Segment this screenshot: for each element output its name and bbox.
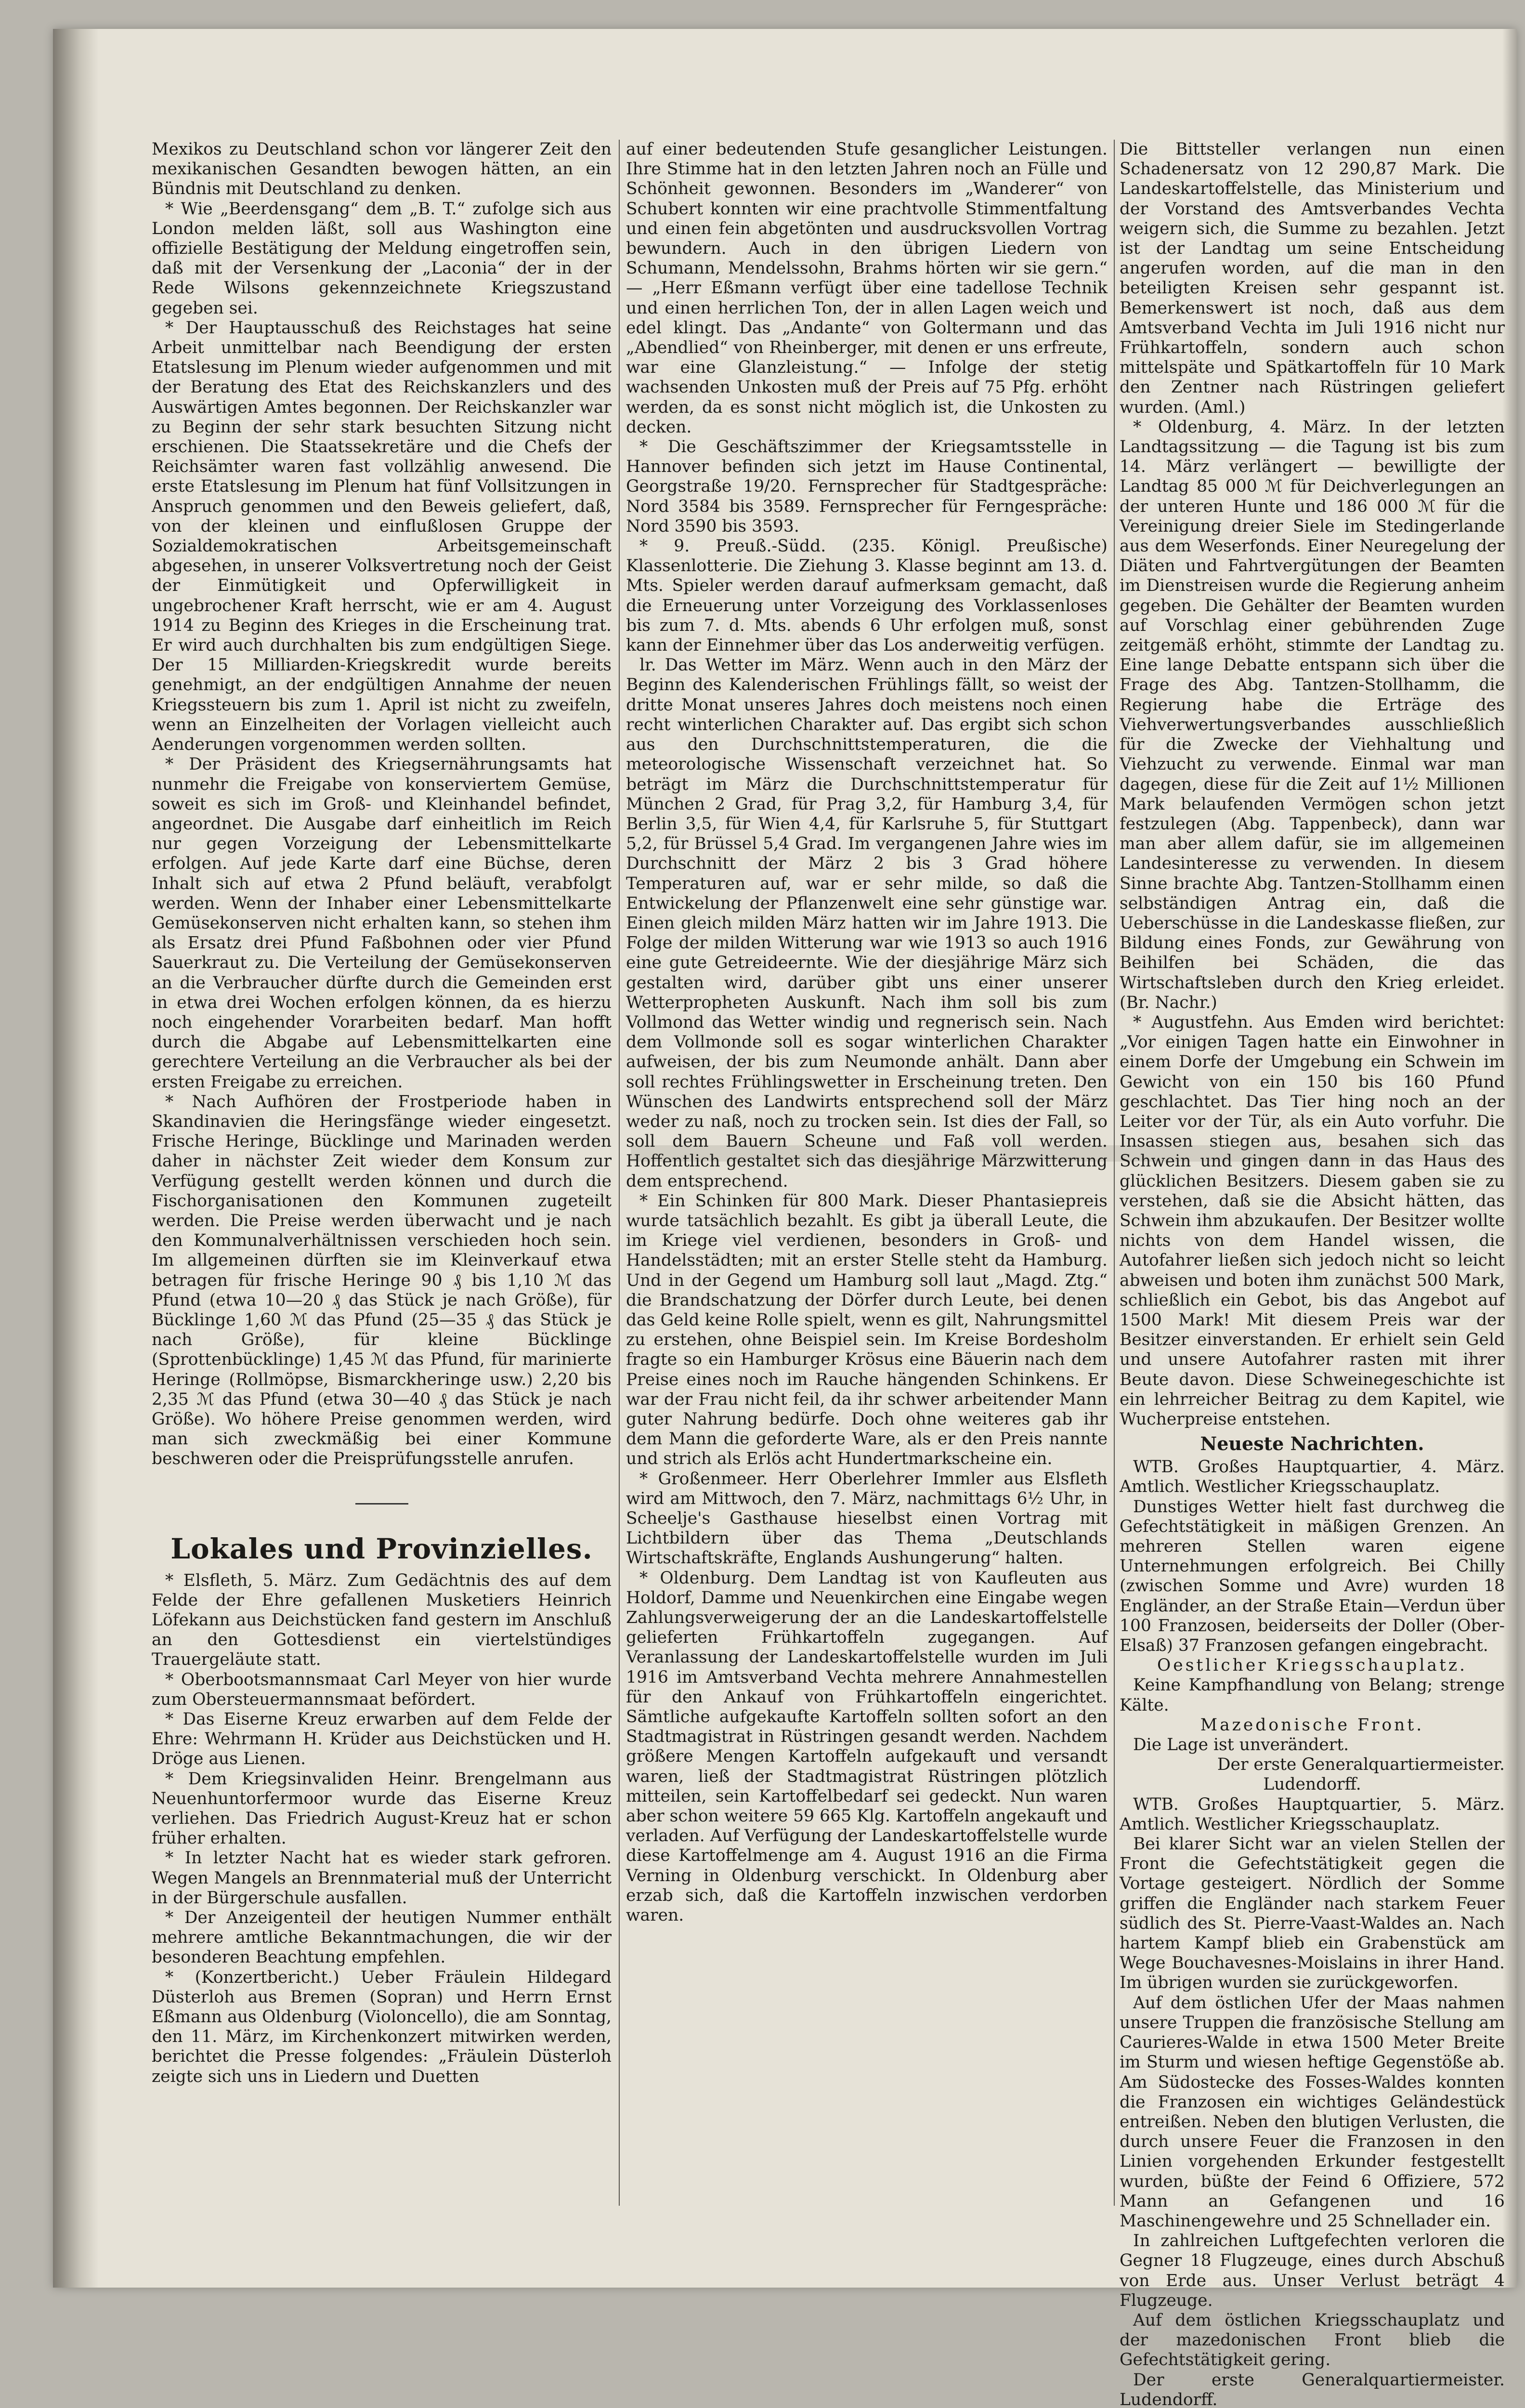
- local-news-item: * Dem Kriegsinvaliden Heinr. Brengelmann aus Neuenhuntorfermoor wurde das Eiserne Kreuz verliehen. Das Friedrich August-Kreuz hat er schon früher erhalten.: [152, 1769, 612, 1848]
- section-title: Lokales und Provinzielles.: [170, 1532, 593, 1565]
- local-news-item: * (Konzertbericht.) Ueber Fräulein Hildegard Düsterloh aus Bremen (Sopran) und Herrn Ernst Eßmann aus Oldenburg (Violoncello), die am Sonntag, den 11. März, im Kirchenkonzert mitwirken werden, berichtet die Presse folgendes: „Fräulein Düsterloh zeigte sich uns in Liedern und Duetten: [152, 1967, 612, 2086]
- article-paragraph: * Wie „Beerdensgang“ dem „B. T.“ zufolge sich aus London melden läßt, soll aus Washington eine offizielle Bestätigung der Meldung eingetroffen sein, daß mit der Versenkung der „Laconia“ der in der Rede Wilsons gekennzeichnete Kriegszustand gegeben sei.: [152, 199, 612, 318]
- section-divider: [355, 1503, 408, 1505]
- dispatch-body: Keine Kampfhandlung von Belang; strenge Kälte.: [1120, 1675, 1505, 1715]
- dispatch-body: Dunstiges Wetter hielt fast durchweg die Gefechtstätigkeit in mäßigen Grenzen. An mehreren Stellen waren eigene Unternehmungen erfolgreich. Bei Chilly (zwischen Somme und Avre) wurden 18 Engländer, an der Straße Etain—Verdun über 100 Franzosen, beiderseits der Doller (Ober-Elsaß) 37 Franzosen gefangen eingebracht.: [1120, 1497, 1505, 1656]
- dispatch-body: Auf dem östlichen Kriegsschauplatz und der mazedonischen Front blieb die Gefechtstätigkeit gering.: [1120, 2310, 1505, 2370]
- article-paragraph: * Großenmeer. Herr Oberlehrer Immler aus Elsfleth wird am Mittwoch, den 7. März, nachmittags 6½ Uhr, in Scheelje's Gasthause hieselbst einen Vortrag mit Lichtbildern über das Thema „Deutschlands Wirtschaftskräfte, Englands Aushungerung“ halten.: [626, 1469, 1108, 1568]
- article-paragraph: * Augustfehn. Aus Emden wird berichtet: „Vor einigen Tagen hatte ein Einwohner in einem Dorfe der Umgebung ein Schwein im Gewicht von ein 150 bis 160 Pfund geschlachtet. Das Tier hing noch an der Leiter vor der Tür, als ein Auto vorfuhr. Die Insassen stiegen aus, besahen sich das Schwein und gingen dann in das Haus des glücklichen Besitzers. Diesem gaben sie zu verstehen, daß sie die Absicht hätten, das Schwein ihm abzukaufen. Der Besitzer wollte nichts von dem Handel wissen, die Autofahrer ließen sich jedoch nicht so leicht abweisen und boten ihm zunächst 500 Mark, schließlich ein Gebot, bis das Angebot auf 1500 Mark! Mit diesem Preis war der Besitzer einverstanden. Er erhielt sein Geld und unsere Autofahrer rasten mit ihrer Beute davon. Diese Schweinegeschichte ist ein lehrreicher Beitrag zu dem Kapitel, wie Wucherpreise entstehen.: [1120, 1012, 1505, 1429]
- article-paragraph: auf einer bedeutenden Stufe gesanglicher Leistungen. Ihre Stimme hat in den letzten Jahren noch an Fülle und Schönheit gewonnen. Besonders im „Wanderer“ von Schubert konnten wir eine prachtvolle Stimmentfaltung und einen fein abgetönten und ausdrucksvollen Vortrag bewundern. Auch in den übrigen Liedern von Schumann, Mendelssohn, Brahms hörten wir sie gern.“ — „Herr Eßmann verfügt über eine tadellose Technik und einen herrlichen Ton, der in allen Lagen weich und edel klingt. Das „Andante“ von Goltermann und das „Abendlied“ von Rheinberger, mit denen er uns erfreute, war eine Glanzleistung.“ — Infolge der stetig wachsenden Unkosten muß der Preis auf 75 Pfg. erhöht werden, da es sonst nicht möglich ist, die Unkosten zu decken.: [626, 140, 1108, 437]
- article-paragraph: * Nach Aufhören der Frostperiode haben in Skandinavien die Heringsfänge wieder eingesetzt. Frische Heringe, Bücklinge und Marinaden werden daher in nächster Zeit wieder dem Konsum zur Verfügung gestellt werden können und durch die Fischorganisationen den Kommunen zugeteilt werden. Die Preise werden überwacht und je nach den Kommunalverhältnissen verschieden hoch sein. Im allgemeinen dürften sie im Kleinverkauf etwa betragen für frische Heringe 90 ₰ bis 1,10 ℳ das Pfund (etwa 10—20 ₰ das Stück je nach Größe), für Bücklinge 1,60 ℳ das Pfund (25—35 ₰ das Stück je nach Größe), für kleine Bücklinge (Sprottenbücklinge) 1,45 ℳ das Pfund, für marinierte Heringe (Rollmöpse, Bismarckheringe usw.) 2,20 bis 2,35 ℳ das Pfund (etwa 30—40 ₰ das Stück je nach Größe). Wo höhere Preise genommen werden, wird man sich zweckmäßig bei einer Kommune beschweren oder die Preisprüfungsstelle anrufen.: [152, 1092, 612, 1469]
- front-header: Oestlicher Kriegsschauplatz.: [1157, 1656, 1467, 1675]
- local-news-item: * Der Anzeigenteil der heutigen Nummer enthält mehrere amtliche Bekanntmachungen, die wir der besonderen Beachtung empfehlen.: [152, 1908, 612, 1967]
- local-news-item: * Oberbootsmannsmaat Carl Meyer von hier wurde zum Obersteuermannsmaat befördert.: [152, 1670, 612, 1709]
- article-paragraph: lr. Das Wetter im März. Wenn auch in den März der Beginn des Kalenderischen Frühlings fällt, so weist der dritte Monat unseres Jahres doch meistens noch einen recht winterlichen Charakter auf. Das ergibt sich schon aus den Durchschnittstemperaturen, die die meteorologische Wissenschaft verzeichnet hat. So beträgt im März die Durchschnittstemperatur für München 2 Grad, für Prag 3,2, für Hamburg 3,4, für Berlin 3,5, für Wien 4,4, für Karlsruhe 5, für Stuttgart 5,2, für Brüssel 5,4 Grad. Im vergangenen Jahre wies im Durchschnitt der März 2 bis 3 Grad höhere Temperaturen auf, war er sehr milde, so daß die Entwickelung der Pflanzenwelt eine sehr günstige war. Einen gleich milden März hatten wir im Jahre 1913. Die Folge der milden Witterung war wie 1913 so auch 1916 eine gute Getreideernte. Wie der diesjährige März sich gestalten wird, darüber gibt uns einer unserer Wetterpropheten Auskunft. Nach ihm soll bis zum Vollmond das Wetter windig und regnerisch sein. Nach dem Vollmonde soll es sogar winterlichen Charakter aufweisen, der bis zum Neumonde anhält. Dann aber soll rechtes Frühlingswetter in Erscheinung treten. Den Wünschen des Landwirts entsprechend soll der März weder zu naß, noch zu trocken sein. Ist dies der Fall, so soll dem Bauern Scheune und Faß voll werden. Hoffentlich gestaltet sich das diesjährige Märzwitterung dem entsprechend.: [626, 655, 1108, 1191]
- signature: Der erste Generalquartiermeister. Ludendorff.: [1120, 2370, 1505, 2408]
- column-rule: [619, 140, 620, 2206]
- article-paragraph: * Der Präsident des Kriegsernährungsamts hat nunmehr die Freigabe von konserviertem Gemüse, soweit es sich im Groß- und Kleinhandel befindet, angeordnet. Die Ausgabe darf einheitlich im Reich nur gegen Vorzeigung der Lebensmittelkarte erfolgen. Auf jede Karte darf eine Büchse, deren Inhalt sich auf etwa 2 Pfund beläuft, verabfolgt werden. Wenn der Inhaber einer Lebensmittelkarte Gemüsekonserven nicht erhalten kann, so stehen ihm als Ersatz drei Pfund Faßbohnen oder vier Pfund Sauerkraut zu. Die Verteilung der Gemüsekonserven an die Verbraucher dürfte durch die Gemeinden erst in etwa drei Wochen erfolgen können, da es hierzu noch eingehender Vorarbeiten bedarf. Man hofft durch die Abgabe auf Lebensmittelkarten eine gerechtere Verteilung an die Verbraucher als bei der ersten Freigabe zu erreichen.: [152, 755, 612, 1092]
- article-paragraph: * Oldenburg, 4. März. In der letzten Landtagssitzung — die Tagung ist bis zum 14. März verlängert — bewilligte der Landtag 85 000 ℳ für Deichverlegungen an der unteren Hunte und 186 000 ℳ für die Vereinigung dreier Siele im Stedingerlande aus dem Weserfonds. Einer Neuregelung der Diäten und Fahrtvergütungen der Beamten im Dienstreisen wurde die Regierung anheim gegeben. Die Gehälter der Beamten wurden auf Vorschlag einer gebührenden Zuge zeitgemäß erhöht, stimmte der Landtag zu. Eine lange Debatte entspann sich über die Frage des Abg. Tantzen-Stollhamm, die Regierung habe die Erträge des Viehverwertungsverbandes ausschließlich für die Zwecke der Viehhaltung und Viehzucht zu verwende. Einmal war man dagegen, diese für die Zeit auf 1½ Millionen Mark belaufenden Vermögen schon jetzt festzulegen (Abg. Tappenbeck), dann war man aber allem dafür, sie im allgemeinen Landesinteresse zu verwenden. In diesem Sinne brachte Abg. Tantzen-Stollhamm einen selbständigen Antrag ein, daß die Ueberschüsse in die Landeskasse fließen, zur Bildung eines Fonds, zur Gewährung von Beihilfen bei Schäden, die das Wirtschaftsleben durch den Krieg erleidet. (Br. Nachr.): [1120, 417, 1505, 1012]
- column-3: [1120, 140, 1505, 2408]
- article-paragraph: * 9. Preuß.-Südd. (235. Königl. Preußische) Klassenlotterie. Die Ziehung 3. Klasse beginnt am 13. d. Mts. Spieler werden darauf aufmerksam gemacht, daß die Erneuerung unter Vorzeigung des Vorklassenloses bis zum 7. d. Mts. abends 6 Uhr erfolgen muß, sonst kann der Einnehmer über das Los anderweitig verfügen.: [626, 537, 1108, 655]
- signature: Der erste Generalquartiermeister.: [1217, 1755, 1505, 1775]
- article-paragraph: * Die Geschäftszimmer der Kriegsamtsstelle in Hannover befinden sich jetzt im Hause Continental, Georgstraße 19/20. Fernsprecher für Stadtgespräche: Nord 3584 bis 3589. Fernsprecher für Ferngespräche: Nord 3590 bis 3593.: [626, 437, 1108, 536]
- article-paragraph: * Ein Schinken für 800 Mark. Dieser Phantasiepreis wurde tatsächlich bezahlt. Es gibt ja überall Leute, die im Kriege viel verdienen, besonders in Groß- und Handelsstädten; mit an erster Stelle steht da Hamburg. Und in der Gegend um Hamburg soll laut „Magd. Ztg.“ die Brandschatzung der Dörfer durch Leute, bei denen das Geld keine Rolle spielt, wenn es gilt, Nahrungsmittel zu erstehen, ohne Beispiel sein. Im Kreise Bordesholm fragte so ein Hamburger Krösus eine Bäuerin nach dem Preise eines noch im Rauche hängenden Schinkens. Er war der Frau nicht feil, da ihr schwer arbeitender Mann guter Nahrung bedürfe. Doch ohne weiteres gab ihr dem Mann die geforderte Ware, als er den Preis nannte und strich als Erlös acht Hundertmarkscheine ein.: [626, 1191, 1108, 1469]
- article-paragraph: Mexikos zu Deutschland schon vor längerer Zeit den mexikanischen Gesandten bewogen hätten, an ein Bündnis mit Deutschland zu denken.: [152, 140, 612, 199]
- dispatch-header: WTB. Großes Hauptquartier, 5. März. Amtlich. Westlicher Kriegsschauplatz.: [1120, 1794, 1505, 1834]
- front-header: Mazedonische Front.: [1200, 1715, 1424, 1735]
- dispatch-body: Auf dem östlichen Ufer der Maas nahmen unsere Truppen die französische Stellung am Caurieres-Walde in etwa 1500 Meter Breite im Sturm und wiesen heftige Gegenstöße ab. Am Südostecke des Fosses-Waldes konnten die Franzosen ein wichtiges Geländestück entreißen. Neben den blutigen Verlusten, die durch unsere Feuer die Franzosen in den Linien vorgehenden Erkunder festgestellt wurden, büßte der Feind 6 Offiziere, 572 Mann an Gefangenen und 16 Maschinengewehre und 25 Schnellader ein.: [1120, 1993, 1505, 2231]
- dispatch-body: Bei klarer Sicht war an vielen Stellen der Front die Gefechtstätigkeit gegen die Vortage gesteigert. Nördlich der Somme griffen die Engländer nach starkem Feuer südlich des St. Pierre-Vaast-Waldes an. Nach hartem Kampf blieb ein Grabenstück am Wege Bouchavesnes-Moislains in ihrer Hand. Im übrigen wurden sie zurückgeworfen.: [1120, 1834, 1505, 1993]
- dispatch-header: WTB. Großes Hauptquartier, 4. März. Amtlich. Westlicher Kriegsschauplatz.: [1120, 1457, 1505, 1497]
- newspaper-page: [53, 29, 1517, 2408]
- local-news-item: * In letzter Nacht hat es wieder stark gefroren. Wegen Mangels an Brennmaterial muß der Unterricht in der Bürgerschule ausfallen.: [152, 1848, 612, 1908]
- article-paragraph: * Der Hauptausschuß des Reichstages hat seine Arbeit unmittelbar nach Beendigung der ersten Etatslesung im Plenum wieder aufgenommen und mit der Beratung des Etat des Reichskanzlers und des Auswärtigen Amtes begonnen. Der Reichskanzler war zu Beginn der sehr stark besuchten Sitzung nicht erschienen. Die Staatssekretäre und die Chefs der Reichsämter waren fast vollzählig anwesend. Die erste Etatslesung im Plenum hat fünf Vollsitzungen in Anspruch genommen und den Beweis geliefert, daß, von der kleinen und einflußlosen Gruppe der Sozialdemokratischen Arbeitsgemeinschaft abgesehen, in unserer Volksvertretung noch der Geist der Einmütigkeit und Opferwilligkeit in ungebrochener Kraft herrscht, wie er am 4. August 1914 zu Beginn des Krieges in die Erscheinung trat. Er wird auch durchhalten bis zum endgültigen Siege. Der 15 Milliarden-Kriegskredit wurde bereits genehmigt, an der endgültigen Annahme der neuen Kriegssteuern bis zum 1. April ist nicht zu zweifeln, wenn an Einzelheiten der Vorlagen vielleicht auch Aenderungen vorgenommen werden sollten.: [152, 318, 612, 755]
- local-news-item: * Das Eiserne Kreuz erwarben auf dem Felde der Ehre: Wehrmann H. Krüder aus Deichstücken und H. Dröge aus Lienen.: [152, 1710, 612, 1769]
- signature-name: Ludendorff.: [1263, 1775, 1361, 1794]
- news-section-title: Neueste Nachrichten.: [1200, 1433, 1424, 1455]
- column-2: [626, 140, 1108, 2273]
- column-1: [152, 140, 612, 2273]
- article-paragraph: * Oldenburg. Dem Landtag ist von Kaufleuten aus Holdorf, Damme und Neuenkirchen eine Eingabe wegen Zahlungsverweigerung der an die Landeskartoffelstelle gelieferten Frühkartoffeln zugegangen. Auf Veranlassung der Landeskartoffelstelle wurden im Juli 1916 im Amtsverband Vechta mehrere Annahmestellen für den Ankauf von Frühkartoffeln eingerichtet. Sämtliche aufgekaufte Kartoffeln sollten sofort an den Stadtmagistrat in Rüstringen gesandt werden. Nachdem größere Mengen Kartoffeln aufgekauft und versandt waren, ließ der Stadtmagistrat Rüstringen plötzlich mitteilen, sein Kartoffelbedarf sei gedeckt. Nun waren aber schon weitere 59 665 Klg. Kartoffeln angekauft und verladen. Auf Verfügung der Landeskartoffelstelle wurde diese Kartoffelmenge am 4. August 1916 an die Firma Verning in Oldenburg verschickt. In Oldenburg aber erzab sich, daß die Kartoffeln inzwischen verdorben waren.: [626, 1568, 1108, 1925]
- column-rule: [1114, 140, 1115, 2206]
- dispatch-body: In zahlreichen Luftgefechten verloren die Gegner 18 Flugzeuge, eines durch Abschuß von Erde aus. Unser Verlust beträgt 4 Flugzeuge.: [1120, 2231, 1505, 2310]
- binding-spine: [53, 29, 99, 2288]
- dispatch-body: Die Lage ist unverändert.: [1133, 1735, 1349, 1755]
- article-paragraph: Die Bittsteller verlangen nun einen Schadenersatz von 12 290,87 Mark. Die Landeskartoffelstelle, das Ministerium und der Vorstand des Amtsverbandes Vechta weigern sich, die Summe zu bezahlen. Jetzt ist der Landtag um seine Entscheidung angerufen worden, auf die man in den beteiligten Kreisen sehr gespannt ist. Bemerkenswert ist noch, daß aus dem Amtsverband Vechta im Juli 1916 nicht nur Frühkartoffeln, sondern auch schon mittelspäte und Spätkartoffeln für 10 Mark den Zentner nach Rüstringen geliefert wurden. (Aml.): [1120, 140, 1505, 417]
- local-news-item: * Elsfleth, 5. März. Zum Gedächtnis des auf dem Felde der Ehre gefallenen Musketiers Heinrich Löfekann aus Deichstücken fand gestern im Anschluß an den Gottesdienst ein viertelstündiges Trauergeläute statt.: [152, 1570, 612, 1670]
